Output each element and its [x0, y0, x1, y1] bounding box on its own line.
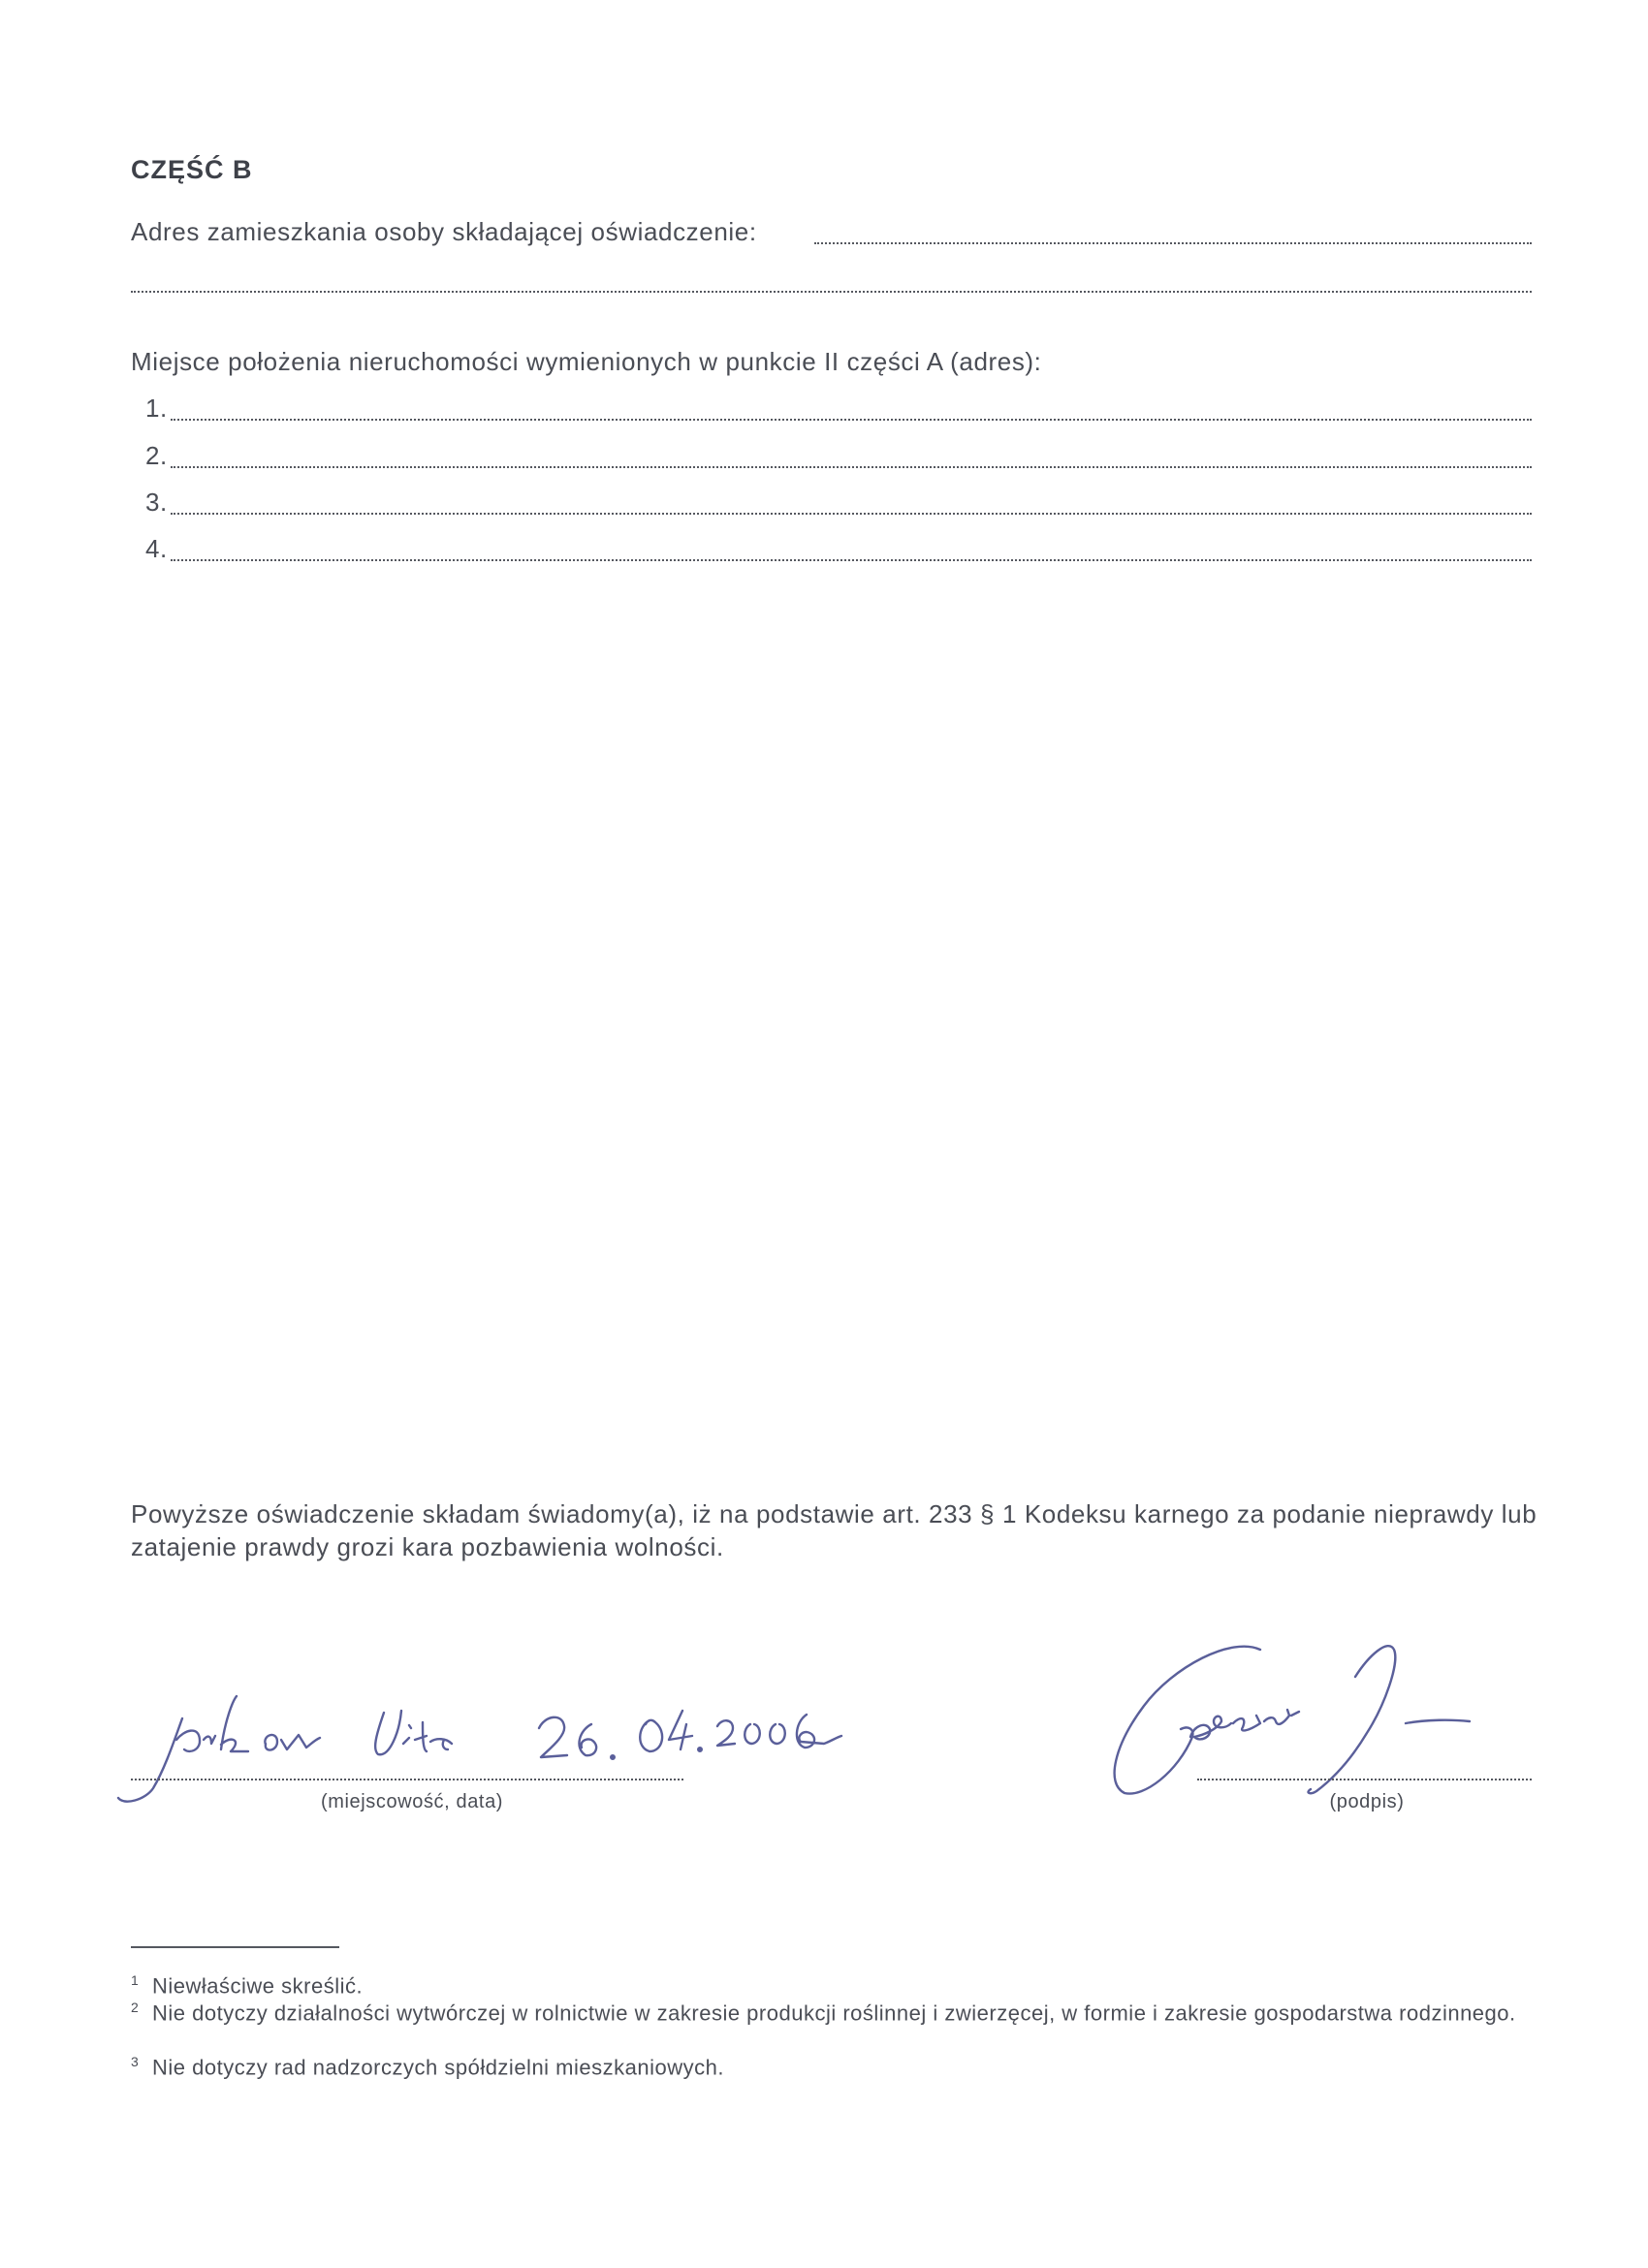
footnote-text: Nie dotyczy działalności wytwórczej w rolnictwie w zakresie produkcji roślinnej i zwierzęcej, w formie i zakresie gospodarstwa rodzinnego. — [152, 2000, 1516, 2026]
location-field-4[interactable] — [171, 559, 1532, 561]
footnote-2 — [131, 1995, 1556, 2026]
place-date-label: (miejscowość, data) — [320, 1791, 504, 1812]
signature-label: (podpis) — [1329, 1791, 1405, 1812]
location-item-number: 4. — [145, 534, 168, 563]
handwritten-signature — [1086, 1628, 1532, 1812]
address-field-line-1[interactable] — [814, 242, 1532, 244]
signature-field[interactable] — [1197, 1779, 1532, 1780]
handwritten-place-date — [107, 1643, 882, 1808]
location-item-number: 2. — [145, 441, 168, 470]
location-field-2[interactable] — [171, 466, 1532, 468]
section-heading: CZĘŚĆ B — [131, 155, 253, 184]
address-field-line-2[interactable] — [131, 291, 1532, 293]
location-field-3[interactable] — [171, 513, 1532, 515]
footnote-number: 1 — [131, 1972, 140, 1988]
location-field-1[interactable] — [171, 419, 1532, 421]
declaration-statement: Powyższe oświadczenie składam świadomy(a), iż na podstawie art. 233 § 1 Kodeksu karnego za podanie nieprawdy lub zatajenie prawdy grozi kara pozbawienia wolności. — [131, 1499, 1537, 1561]
footnote-number: 3 — [131, 2054, 140, 2069]
address-label: Adres zamieszkania osoby składającej oświadczenie: — [131, 217, 757, 246]
footnote-text: Nie dotyczy rad nadzorczych spółdzielni mieszkaniowych. — [152, 2055, 724, 2080]
footnote-text: Niewłaściwe skreślić. — [152, 1973, 364, 1999]
footnote-number: 2 — [131, 2000, 140, 2015]
footnote-3 — [131, 2049, 1556, 2080]
location-item-number: 1. — [145, 394, 168, 423]
place-date-field[interactable] — [131, 1779, 683, 1780]
location-label: Miejsce położenia nieruchomości wymienionych w punkcie II części A (adres): — [131, 347, 1042, 376]
footnote-separator — [131, 1946, 339, 1948]
location-item-number: 3. — [145, 488, 168, 517]
